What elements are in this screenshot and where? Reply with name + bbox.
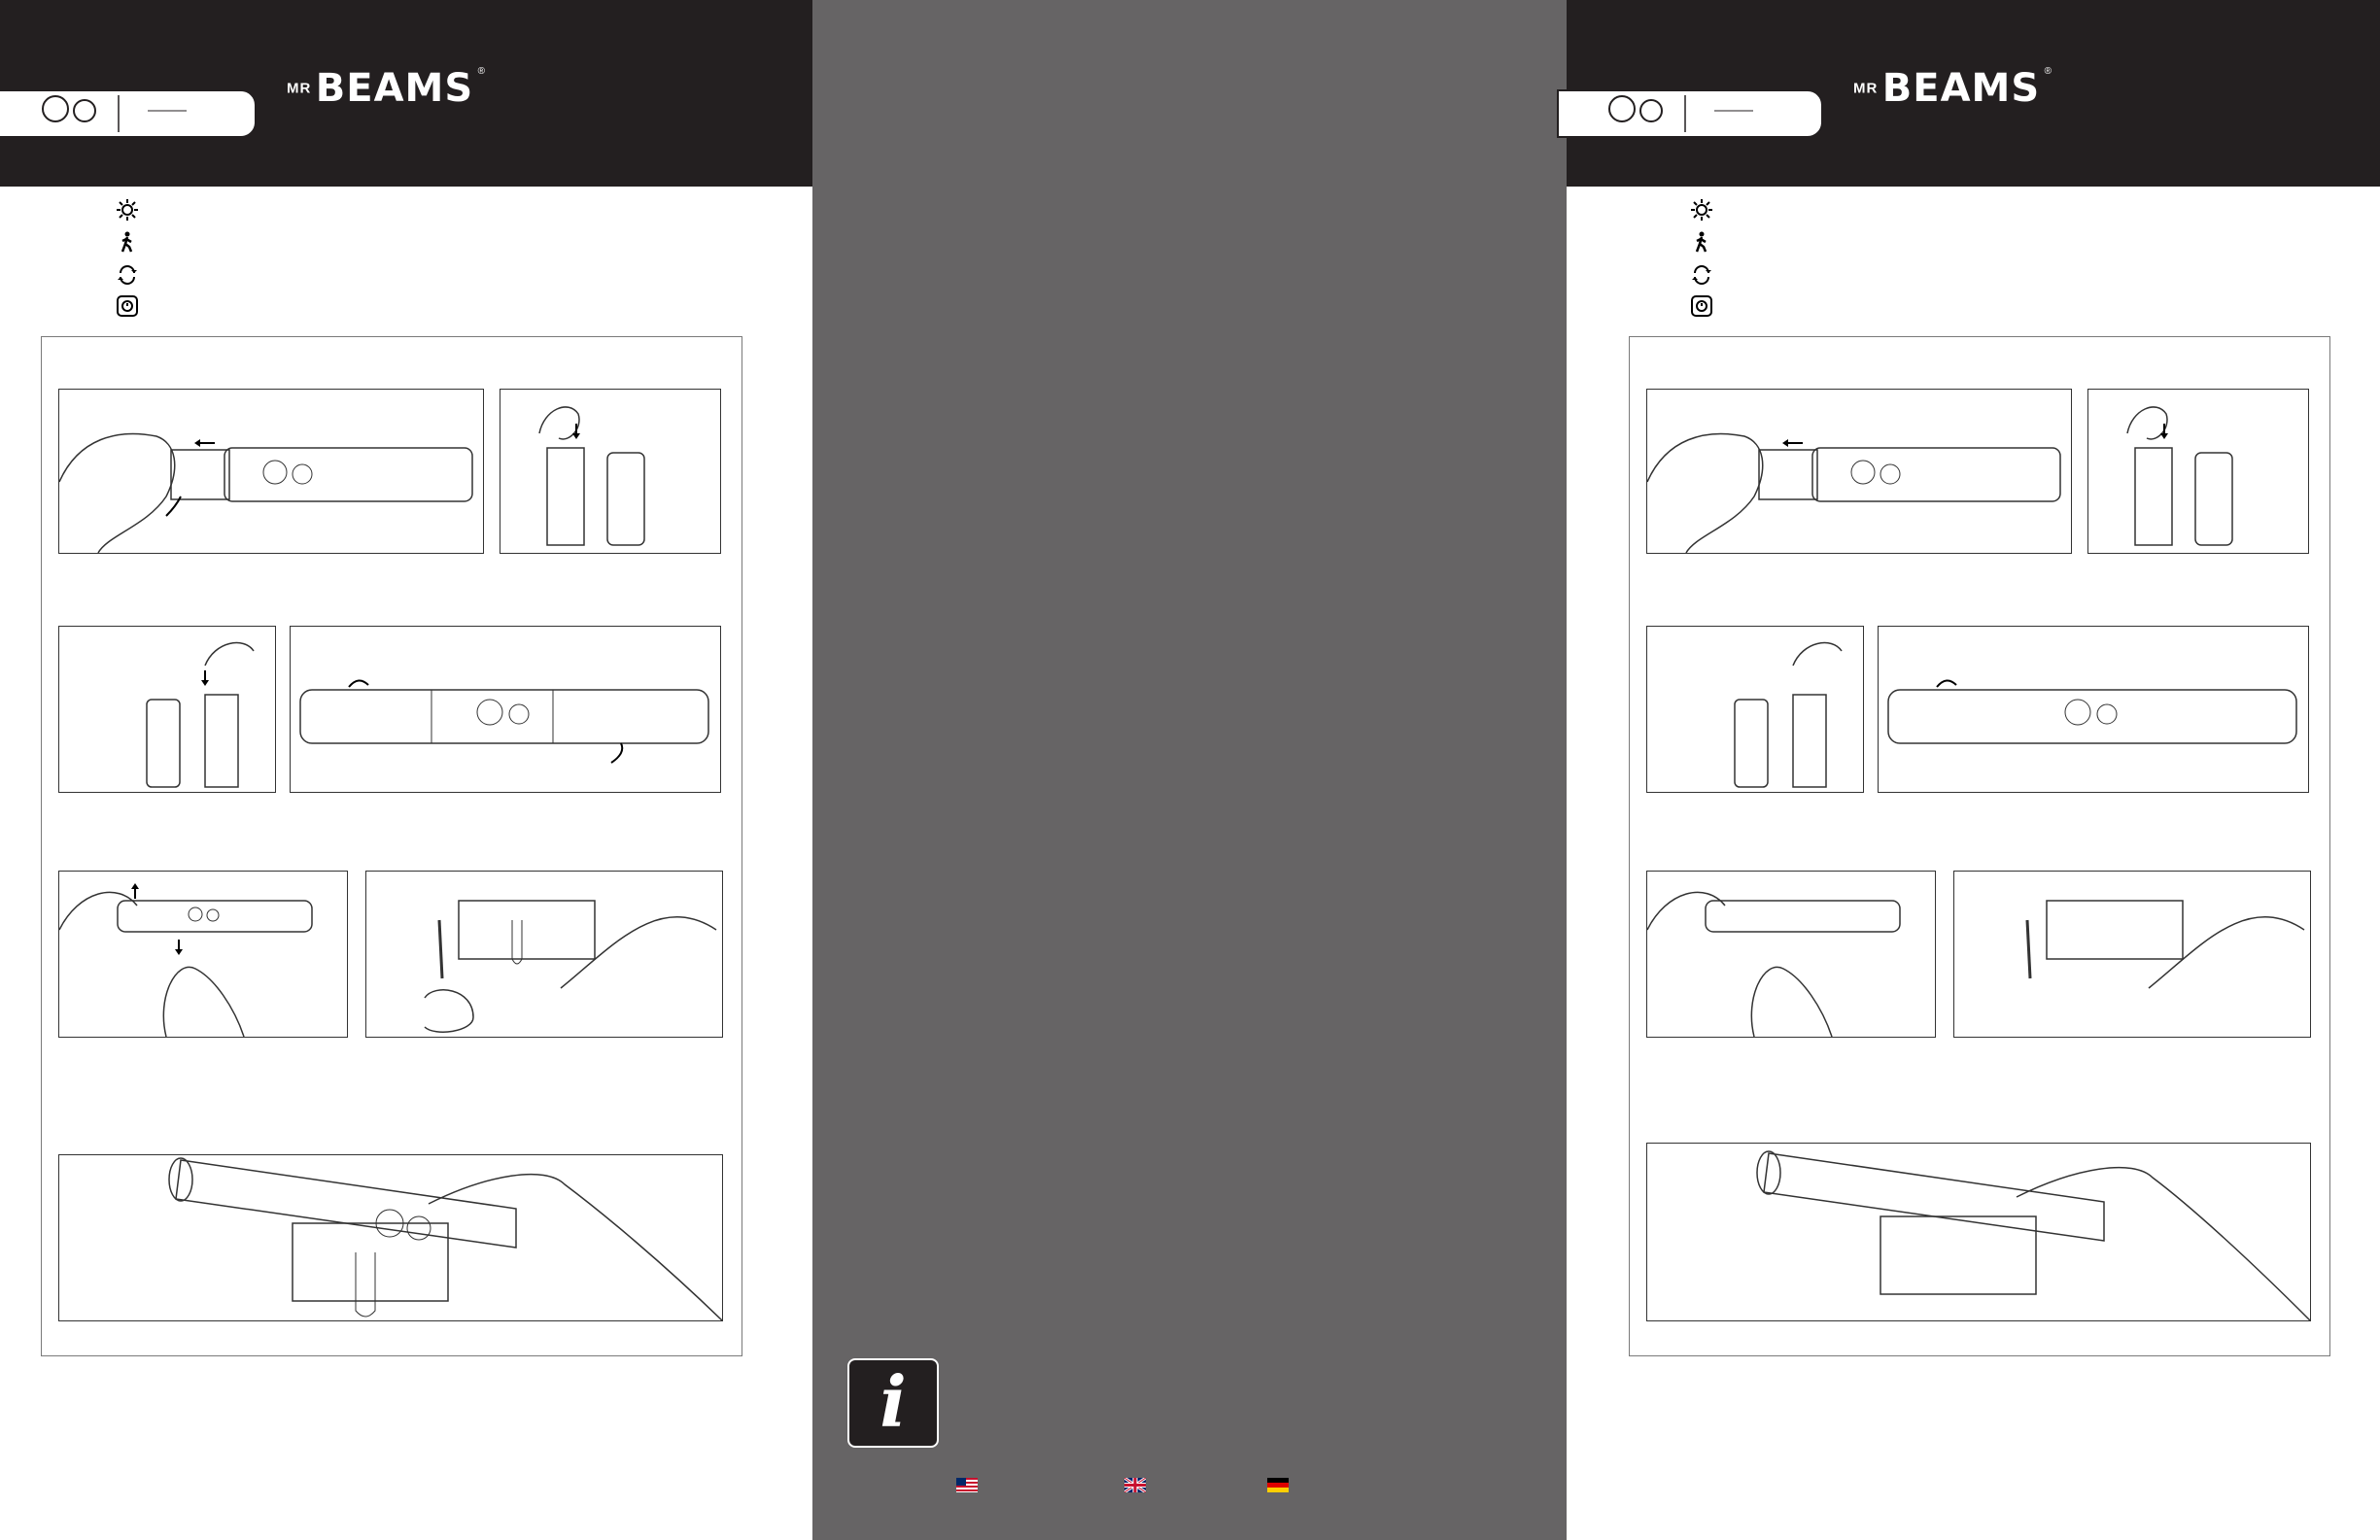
header-banner-right — [1567, 0, 2380, 187]
step-remove-batteries-illustration — [500, 389, 721, 554]
brand-logo: MR BEAMS ® — [287, 66, 485, 111]
right-panel — [1567, 0, 2380, 1540]
header-banner — [0, 0, 812, 187]
step-remove-batteries-illustration — [2087, 389, 2309, 554]
feature-legend — [117, 199, 138, 327]
step-detach-bracket-illustration — [58, 871, 348, 1038]
step-detach-bracket-illustration — [1646, 871, 1936, 1038]
step-remove-cap-illustration — [1646, 389, 2072, 554]
rotate-arrows-icon — [117, 263, 138, 285]
light-sun-icon — [117, 199, 138, 221]
light-sun-icon — [1691, 199, 1712, 221]
motion-person-icon — [1691, 231, 1712, 253]
us-flag-icon — [956, 1478, 978, 1492]
timer-icon — [1691, 295, 1712, 317]
timer-icon — [117, 295, 138, 317]
step-mark-screws-illustration — [1953, 871, 2311, 1038]
step-close-cap-illustration — [1878, 626, 2309, 793]
light-bar-illustration — [0, 89, 257, 138]
middle-panel — [812, 0, 1567, 1540]
step-insert-batteries-illustration — [58, 626, 276, 793]
step-attach-light-illustration — [1646, 1143, 2311, 1321]
step-attach-light-illustration — [58, 1154, 723, 1321]
de-flag-icon — [1267, 1478, 1289, 1492]
info-icon: i — [847, 1358, 939, 1448]
left-panel — [0, 0, 812, 1540]
step-close-cap-illustration — [290, 626, 721, 793]
rotate-arrows-icon — [1691, 263, 1712, 285]
brand-logo-right: MR BEAMS ® — [1853, 66, 2052, 111]
step-remove-cap-illustration — [58, 389, 484, 554]
uk-flag-icon — [1124, 1478, 1146, 1492]
feature-legend-right — [1691, 199, 1712, 327]
step-mark-screws-illustration — [365, 871, 723, 1038]
step-insert-batteries-illustration — [1646, 626, 1864, 793]
light-bar-illustration-right — [1557, 89, 1823, 138]
motion-person-icon — [117, 231, 138, 253]
